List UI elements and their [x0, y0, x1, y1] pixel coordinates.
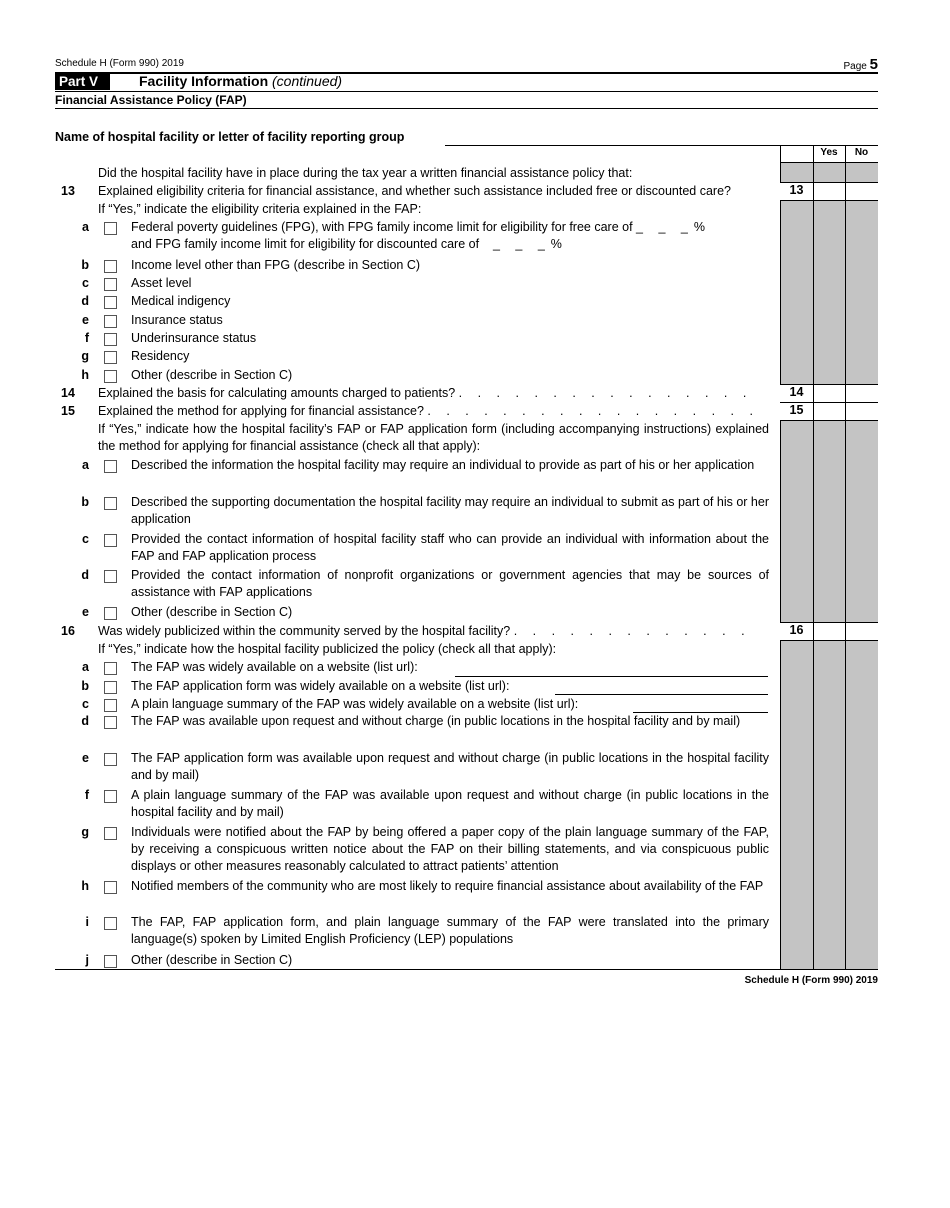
q15-d-checkbox[interactable] — [104, 570, 117, 583]
q16-a-checkbox[interactable] — [104, 662, 117, 675]
q13-a-checkbox[interactable] — [104, 222, 117, 235]
yes-column-header: Yes — [820, 147, 838, 158]
form-page: Schedule H (Form 990) 2019 Page 5 Part V Facility Information (continued) Financial Assistance Policy (FAP) Name of hospital facility or letter of facility reporting group Yes No Did the hospital facility have in place during the tax year a written financial assistance policy that: 13 Explained eligibility criteria for financial assistance, and whether such assistance included free or discounted care? 13 If “Yes,” indicate the eligibility criteria explained in the FAP: a Federal poverty guidelines (FPG), with FPG family income limit for eligibility for free care of _ _ _% and FPG family income limit for eligibility for discounted care of _ _ _% 14 Explained the basis for calculating amounts charged to patients? . . . . . . . . . . . . . . . . 14 15 Explained the method for applying for financial assistance? . . . . . . . . . . . . . . . . . . 15 If “Yes,” indicate how the hospital facility’s FAP or FAP application form (including accompanying instructions) explained the method for applying for financial assistance (check all that apply): 16 Was widely publicized within the community served by the hospital facility? . . . . . . . . . . . . . 16 If “Yes,” indicate how the hospital facility publicized the policy (check all that apply): a The FAP was widely available on a website (list url): b The FAP application form was widely available on a website (list url): c A plain language summary of the FAP was widely available on a website (list url): Schedule H (Form 990) 2019 b Income level other than FPG (describe in Section C) c Asset level d Medical indigency e Insurance status f Underinsurance status g Residency h Other (describe in Section C) a Described the information the hospital facility may require an individual to provide as part of his or her application b Described the supporting documentation the hospital facility may require an individual to submit as part of his or her application c Provided the contact information of hospital facility staff who can provide an individual with information about the FAP and FAP application process d Provided the contact information of nonprofit organizations or government agencies that may be sources of assistance with FAP applications e Other (describe in Section C) d The FAP was available upon request and without charge (in public locations in the hospital facility and by mail) e The FAP application form was available upon request and without charge (in public locations in the hospital facility and by mail) f A plain language summary of the FAP was available upon request and without charge (in public locations in the hospital facility and by mail) g Individuals were notified about the FAP by being offered a paper copy of the plain language summary of the FAP, by receiving a conspicuous written notice about the FAP on their billing statements, and via conspicuous public displays or other measures reasonably calculated to attract patients’ attention h Notified members of the community who are most likely to require financial assistance about availability of the FAP i The FAP, FAP application form, and plain language summary of the FAP were translated into the primary language(s) spoken by Limited English Proficiency (LEP) populations j Other (describe in Section C) — [55, 56, 878, 986]
section-title: Financial Assistance Policy (FAP) — [55, 93, 247, 107]
q16-a-url-field[interactable] — [455, 676, 768, 677]
q16-g-checkbox[interactable] — [104, 827, 117, 840]
line-16-box: 16 — [780, 623, 813, 640]
q15-c-checkbox[interactable] — [104, 534, 117, 547]
q15-e-checkbox[interactable] — [104, 607, 117, 620]
page-number: Page 5 — [843, 56, 878, 73]
q13-h-checkbox[interactable] — [104, 370, 117, 383]
q16-h-checkbox[interactable] — [104, 881, 117, 894]
q13-yes-cell[interactable] — [814, 183, 845, 200]
part-title: Facility Information (continued) — [139, 73, 343, 89]
q16-e-checkbox[interactable] — [104, 753, 117, 766]
q15-yes-cell[interactable] — [814, 403, 845, 420]
facility-name-label: Name of hospital facility or letter of facility reporting group — [55, 130, 405, 144]
q16-d-checkbox[interactable] — [104, 716, 117, 729]
q15-no-cell[interactable] — [846, 403, 878, 420]
q13-f-checkbox[interactable] — [104, 333, 117, 346]
q13-b-checkbox[interactable] — [104, 260, 117, 273]
q13-item-a: a Federal poverty guidelines (FPG), with FPG family income limit for eligibility for free care of _ _ _% and FPG family income limit for eligibility for discounted care of _ _ _% — [82, 220, 705, 251]
no-column-header: No — [854, 147, 869, 158]
line-15-box: 15 — [780, 403, 813, 420]
q16-b-checkbox[interactable] — [104, 681, 117, 694]
part-badge: Part V — [55, 73, 110, 90]
q15-b-checkbox[interactable] — [104, 497, 117, 510]
q16-j-checkbox[interactable] — [104, 955, 117, 968]
line-14-box: 14 — [780, 385, 813, 402]
q13-c-checkbox[interactable] — [104, 278, 117, 291]
part-heading — [55, 73, 878, 90]
q16-b-url-field[interactable] — [555, 694, 768, 695]
line-13-box: 13 — [780, 183, 813, 201]
q13-d-checkbox[interactable] — [104, 296, 117, 309]
q14-yes-cell[interactable] — [814, 385, 845, 402]
q13-g-checkbox[interactable] — [104, 351, 117, 364]
q15-a-checkbox[interactable] — [104, 460, 117, 473]
q16-f-checkbox[interactable] — [104, 790, 117, 803]
q13-no-cell[interactable] — [846, 183, 878, 200]
q16-i-checkbox[interactable] — [104, 917, 117, 930]
q16-no-cell[interactable] — [846, 623, 878, 640]
page-footer: Schedule H (Form 990) 2019 — [744, 975, 878, 986]
form-name: Schedule H (Form 990) 2019 — [55, 58, 184, 69]
q16-c-checkbox[interactable] — [104, 699, 117, 712]
q13-e-checkbox[interactable] — [104, 315, 117, 328]
page-header — [55, 56, 878, 72]
q14-no-cell[interactable] — [846, 385, 878, 402]
q16-yes-cell[interactable] — [814, 623, 845, 640]
